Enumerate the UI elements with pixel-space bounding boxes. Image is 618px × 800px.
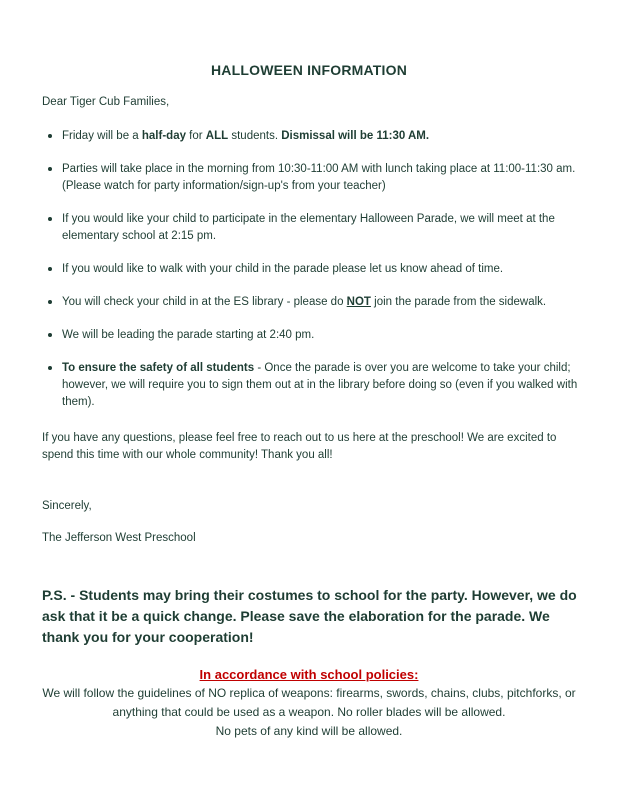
bold-text: Dismissal will be 11:30 AM.: [281, 130, 430, 142]
text: If you would like to walk with your child in the parade please let us know ahead of time.: [62, 263, 504, 275]
greeting: Dear Tiger Cub Families,: [42, 96, 170, 108]
list-item-parade-start: [42, 327, 578, 344]
list-item-walk: [42, 261, 578, 278]
policy-heading: In accordance with school policies:: [199, 667, 419, 682]
bold-text: ALL: [205, 130, 229, 142]
signature: The Jefferson West Preschool: [42, 532, 196, 544]
policy-line: No pets of any kind will be allowed.: [215, 724, 403, 738]
policy-line: We will follow the guidelines of NO replica of weapons: firearms, swords, chains, clubs, pitchforks, or anything that could be used as a weapon. No roller blades will be allowed.: [42, 686, 576, 719]
bold-text: To ensure the safety of all students: [62, 362, 255, 374]
closing-paragraph: If you have any questions, please feel free to reach out to us here at the preschool! We are excited to spend this time with our whole community! Thank you all!: [42, 432, 557, 461]
text: students.: [228, 130, 282, 142]
postscript: P.S. - Students may bring their costumes to school for the party. However, we do ask that it be a quick change. Please save the elaboration for the parade. We thank you for your cooperation!: [42, 587, 577, 645]
policy-text: [30, 684, 588, 741]
text: Parties will take place in the morning from 10:30-11:00 AM with lunch taking place at 11:00-11:30 am. (Please watch for party information/sign-up's from your teacher): [62, 163, 576, 192]
text: join the parade from the sidewalk.: [370, 296, 547, 308]
bold-text: half-day: [141, 130, 186, 142]
list-item-safety: [42, 360, 578, 411]
underlined-bold-text: NOT: [346, 296, 371, 308]
list-item-parties: [42, 161, 578, 195]
text: You will check your child in at the ES library - please do: [62, 296, 347, 308]
sign-off: Sincerely,: [42, 500, 92, 512]
text: We will be leading the parade starting at 2:40 pm.: [62, 329, 315, 341]
text: - Once the parade is over you are welcome to take your child; however, we will require you to sign them out at in the library before doing so (even if you walked with them).: [62, 362, 578, 408]
text: If you would like your child to participate in the elementary Halloween Parade, we will meet at the elementary school at 2:15 pm.: [62, 213, 555, 242]
page-title: HALLOWEEN INFORMATION: [210, 62, 408, 78]
info-list: [42, 128, 578, 427]
list-item-parade: [42, 211, 578, 245]
list-item-check-in: [42, 294, 578, 311]
text: for: [185, 130, 206, 142]
list-item-half-day: [42, 128, 578, 145]
text: Friday will be a: [62, 130, 142, 142]
